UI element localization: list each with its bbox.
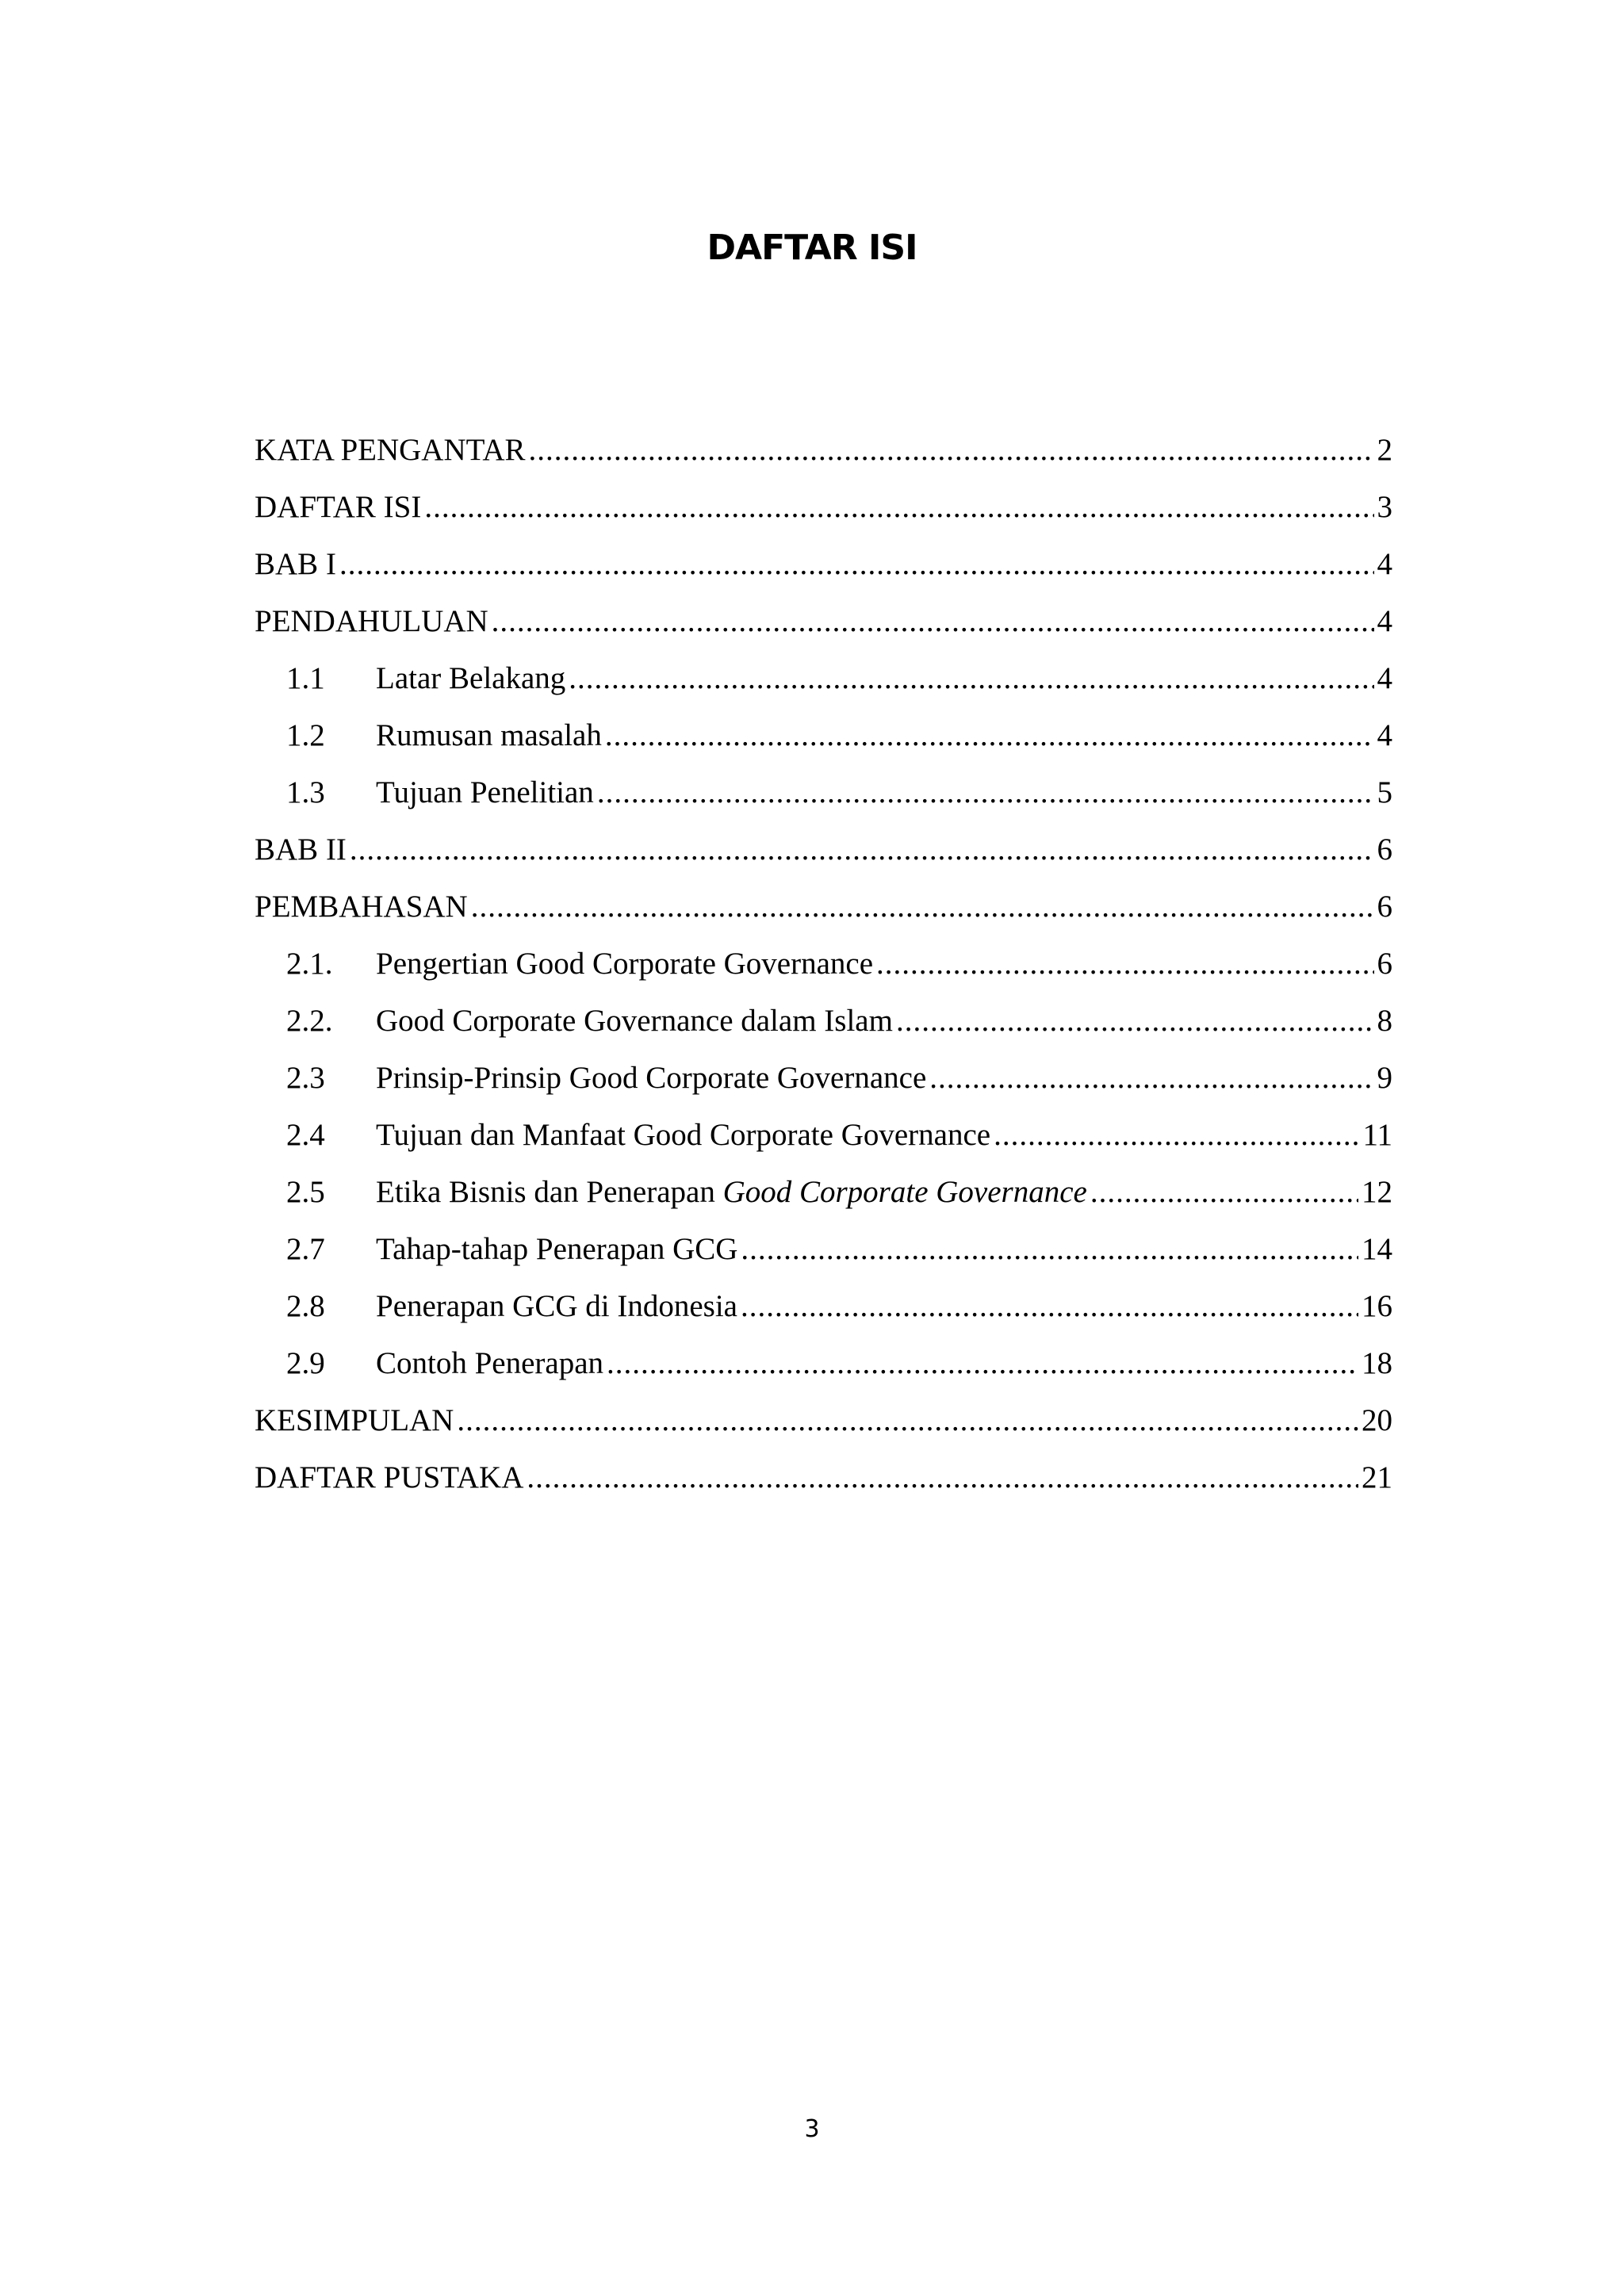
toc-entry-number: 1.3 (286, 775, 325, 809)
toc-entry-label (255, 1449, 523, 1506)
toc-entry-number: 1.2 (286, 718, 325, 752)
toc-entry[interactable] (255, 878, 1392, 936)
toc-entry-label (376, 936, 873, 993)
toc-entry[interactable] (255, 764, 1392, 821)
toc-dot-leader (605, 707, 1374, 764)
toc-entry-page: 16 (1362, 1289, 1392, 1323)
toc-entry-page: 18 (1362, 1346, 1392, 1380)
toc-entry[interactable] (255, 1107, 1392, 1164)
toc-entry-label (255, 1392, 454, 1449)
toc-dot-leader (607, 1335, 1358, 1392)
toc-entry-label (376, 1107, 990, 1164)
toc-dot-leader (339, 536, 1374, 593)
toc-entry[interactable] (255, 650, 1392, 707)
toc-entry-number: 2.1. (286, 947, 333, 981)
toc-entry[interactable] (255, 422, 1392, 479)
toc-entry-label-text: Tahap-tahap Penerapan GCG (376, 1232, 738, 1266)
toc-entry-label-text: Latar Belakang (376, 661, 566, 695)
toc-dot-leader (929, 1050, 1373, 1107)
toc-entry-label-text: Etika Bisnis dan Penerapan (376, 1175, 723, 1209)
toc-entry-label (255, 593, 488, 650)
toc-entry-label (376, 1335, 603, 1392)
toc-entry[interactable] (255, 1335, 1392, 1392)
toc-entry[interactable] (255, 1278, 1392, 1335)
toc-entry-label-text: KATA PENGANTAR (255, 433, 526, 467)
toc-entry-page: 11 (1362, 1118, 1392, 1152)
toc-entry[interactable] (255, 1221, 1392, 1278)
toc-dot-leader (492, 593, 1374, 650)
toc-entry-page: 21 (1362, 1460, 1392, 1494)
toc-entry-label (376, 1221, 737, 1278)
toc-entry-number: 2.2. (286, 1004, 333, 1038)
toc-entry-label-text: BAB II (255, 832, 347, 867)
toc-entry-page: 12 (1362, 1175, 1392, 1209)
toc-entry[interactable] (255, 593, 1392, 650)
toc-entry-label (376, 1050, 926, 1107)
toc-entry-label (376, 707, 602, 764)
toc-entry[interactable] (255, 536, 1392, 593)
page-title: DAFTAR ISI (707, 228, 917, 268)
toc-dot-leader (741, 1221, 1358, 1278)
toc-entry-number: 2.8 (286, 1289, 325, 1323)
toc-entry-label-text: PENDAHULUAN (255, 604, 488, 638)
toc-entry-label-text: DAFTAR PUSTAKA (255, 1460, 524, 1494)
toc-entry-number: 2.5 (286, 1175, 325, 1209)
toc-entry-label-text: BAB I (255, 547, 336, 581)
toc-entry[interactable] (255, 1449, 1392, 1506)
toc-entry-label (376, 764, 594, 821)
toc-entry-label (376, 1164, 1087, 1221)
toc-entry[interactable] (255, 1392, 1392, 1449)
toc-entry-page: 8 (1377, 1004, 1392, 1038)
toc-entry[interactable] (255, 707, 1392, 764)
toc-dot-leader (1090, 1164, 1358, 1221)
toc-entry-page: 4 (1377, 547, 1392, 581)
table-of-contents (255, 422, 1392, 1506)
toc-entry-label-text: Good Corporate Governance dalam Islam (376, 1004, 893, 1038)
toc-entry-number: 2.9 (286, 1346, 325, 1380)
toc-dot-leader (597, 764, 1374, 821)
toc-entry-page: 3 (1377, 490, 1392, 524)
page-number: 3 (804, 2115, 820, 2143)
toc-entry-page: 4 (1377, 718, 1392, 752)
toc-entry-page: 6 (1377, 832, 1392, 867)
toc-entry-label (376, 993, 893, 1050)
toc-entry-label-text: Penerapan GCG di Indonesia (376, 1289, 737, 1323)
toc-entry-page: 6 (1377, 890, 1392, 924)
toc-dot-leader (424, 479, 1373, 536)
toc-entry-page: 6 (1377, 947, 1392, 981)
toc-entry-label (376, 650, 565, 707)
toc-entry-label-text: Tujuan Penelitian (376, 775, 594, 809)
toc-entry[interactable] (255, 936, 1392, 993)
toc-entry-label-text: DAFTAR ISI (255, 490, 422, 524)
toc-entry-page: 9 (1377, 1061, 1392, 1095)
toc-entry[interactable] (255, 821, 1392, 878)
toc-dot-leader (994, 1107, 1359, 1164)
toc-entry-page: 4 (1377, 604, 1392, 638)
toc-entry-page: 4 (1377, 661, 1392, 695)
toc-entry[interactable] (255, 1164, 1392, 1221)
toc-entry-label-text: Rumusan masalah (376, 718, 602, 752)
toc-dot-leader (896, 993, 1374, 1050)
toc-entry-label-text: Contoh Penerapan (376, 1346, 604, 1380)
toc-entry-page: 20 (1362, 1403, 1392, 1437)
toc-entry-label (255, 479, 421, 536)
toc-entry-label (255, 422, 526, 479)
toc-entry[interactable] (255, 479, 1392, 536)
toc-entry-label-text: Prinsip-Prinsip Good Corporate Governance (376, 1061, 927, 1095)
toc-entry-number: 2.4 (286, 1118, 325, 1152)
toc-entry-page: 14 (1362, 1232, 1392, 1266)
toc-dot-leader (471, 878, 1374, 936)
toc-dot-leader (457, 1392, 1358, 1449)
toc-entry-page: 5 (1377, 775, 1392, 809)
toc-entry-label-text: Pengertian Good Corporate Governance (376, 947, 874, 981)
toc-dot-leader (529, 422, 1374, 479)
toc-dot-leader (350, 821, 1374, 878)
toc-entry-label-text: Tujuan dan Manfaat Good Corporate Governance (376, 1118, 991, 1152)
toc-entry[interactable] (255, 1050, 1392, 1107)
toc-entry-label (255, 821, 347, 878)
toc-entry-label (255, 878, 468, 936)
toc-entry-label-text: KESIMPULAN (255, 1403, 454, 1437)
toc-dot-leader (876, 936, 1373, 993)
toc-dot-leader (527, 1449, 1358, 1506)
toc-entry-label-emphasis: Good Corporate Governance (722, 1175, 1087, 1209)
toc-entry[interactable] (255, 993, 1392, 1050)
toc-entry-page: 2 (1377, 433, 1392, 467)
toc-entry-label-text: PEMBAHASAN (255, 890, 468, 924)
toc-entry-number: 2.7 (286, 1232, 325, 1266)
toc-dot-leader (569, 650, 1373, 707)
toc-entry-label (376, 1278, 737, 1335)
toc-entry-number: 2.3 (286, 1061, 325, 1095)
toc-entry-label (255, 536, 336, 593)
toc-entry-number: 1.1 (286, 661, 325, 695)
toc-dot-leader (741, 1278, 1358, 1335)
